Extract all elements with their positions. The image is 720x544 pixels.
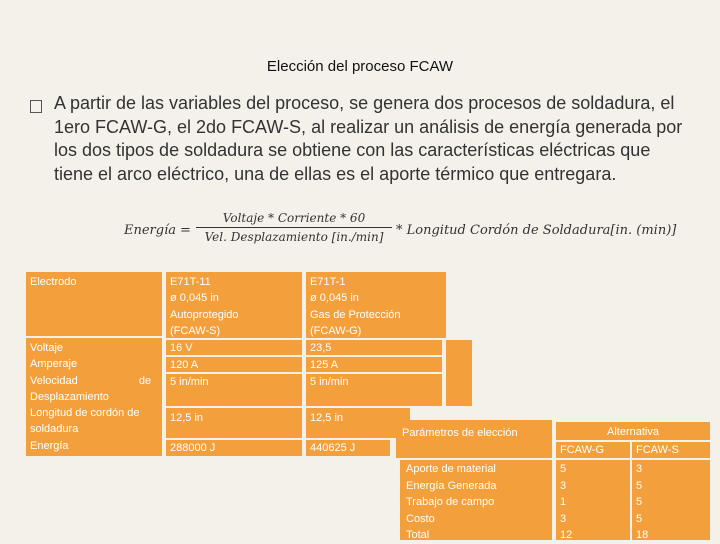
header-col2-line: ø 0,045 in: [310, 292, 359, 305]
edge-strip: [446, 340, 472, 406]
cell-velocidad-col2: [306, 374, 442, 406]
value: 5 in/min: [170, 376, 209, 388]
bullet-box-icon: [30, 100, 42, 113]
cell-amperaje-col1: [166, 357, 302, 372]
subheader-g-text: FCAW-G: [560, 444, 604, 456]
formula-fraction: [196, 210, 392, 245]
params-label: Energía Generada: [406, 479, 497, 492]
header-col1-line: E71T-11: [170, 276, 211, 288]
value: 120 A: [170, 359, 199, 371]
params-label: Aporte de material: [406, 463, 496, 475]
header-electrode-label: Electrodo: [30, 276, 77, 288]
params-value-s: 3: [636, 463, 643, 475]
body-paragraph: A partir de las variables del proceso, se genera dos procesos de soldadura, el 1ero FCAW-G, el 2do FCAW-S, al realizar un análisis de energía generada por los dos tipos de soldadura se obtiene con las características eléctricas que tiene el arco eléctrico, una de ellas es el aporte térmico que entregara.: [54, 93, 683, 184]
params-subheader-g: [556, 442, 630, 458]
params-header-label: [396, 420, 552, 458]
params-value-s: 5: [636, 479, 643, 492]
row-label-energia: Energía: [30, 439, 69, 452]
row-labels: [26, 338, 162, 456]
slide-title: Elección del proceso FCAW: [266, 58, 454, 75]
value: 16 V: [170, 342, 193, 354]
value: 23,5: [310, 342, 332, 354]
cell-voltaje-col2: [306, 340, 442, 355]
formula-denominator: Vel. Desplazamiento [in./min]: [204, 230, 384, 244]
value: 288000 J: [170, 442, 216, 454]
header-col1-line: (FCAW-S): [170, 324, 221, 337]
value: 5 in/min: [310, 376, 349, 388]
fraction-bar: [196, 227, 392, 228]
params-header-alt: [556, 422, 710, 440]
row-label-voltaje: Voltaje: [30, 342, 64, 354]
params-header-text: Parámetros de elección: [402, 427, 518, 439]
cell-amperaje-col2: [306, 357, 442, 372]
params-value-g: 5: [560, 463, 567, 475]
row-label-velocidad-2: Desplazamiento: [30, 390, 109, 403]
header-col2: [306, 272, 446, 338]
cell-voltaje-col1: [166, 340, 302, 355]
header-col1: [166, 272, 302, 338]
params-alt-text: Alternativa: [607, 426, 659, 438]
value: 125 A: [310, 359, 339, 371]
header-col2-line: (FCAW-G): [310, 324, 362, 337]
header-col2-line: Gas de Protección: [310, 308, 401, 321]
params-value-s: 5: [636, 512, 643, 525]
header-col1-line: ø 0,045 in: [170, 292, 219, 305]
params-col-g: [556, 460, 630, 540]
params-label: Trabajo de campo: [406, 496, 495, 508]
formula-numerator: Voltaje * Corriente * 60: [222, 211, 366, 225]
params-label: Total: [406, 529, 430, 541]
row-label-longitud: Longitud de cordón de: [30, 407, 140, 420]
params-subheader-s: [632, 442, 710, 458]
formula-lhs: Energía: [124, 223, 176, 238]
energy-formula: [120, 210, 680, 246]
row-label-longitud-2: soldadura: [30, 423, 79, 436]
params-value-s: 5: [636, 496, 643, 508]
formula-equals: =: [180, 223, 191, 238]
value: 12,5 in: [310, 412, 344, 424]
params-value-g: 3: [560, 479, 567, 492]
formula-rhs: * Longitud Cordón de Soldadura[in. (min)]: [396, 223, 677, 238]
params-label: Costo: [406, 512, 435, 525]
value: 12,5 in: [170, 412, 204, 424]
cell-velocidad-col1: [166, 374, 302, 406]
subheader-s-text: FCAW-S: [636, 444, 679, 456]
cell-energia-col1: [166, 440, 302, 456]
cell-energia-col2: [306, 440, 390, 456]
row-label-amperaje: Amperaje: [30, 358, 78, 371]
params-row-labels: [400, 460, 552, 540]
params-value-g: 1: [560, 496, 567, 508]
cell-longitud-col2: [306, 408, 410, 438]
params-value-g: 12: [560, 529, 573, 541]
cell-longitud-col1: [166, 408, 302, 438]
header-col1-line: Autoprotegido: [170, 308, 239, 321]
header-col2-line: E71T-1: [310, 276, 346, 288]
params-value-g: 3: [560, 512, 567, 525]
value: 440625 J: [310, 442, 356, 454]
params-col-s: [632, 460, 710, 540]
row-label-velocidad: Velocidad de: [30, 374, 152, 387]
params-value-s: 18: [636, 529, 649, 541]
header-electrode: [26, 272, 162, 336]
